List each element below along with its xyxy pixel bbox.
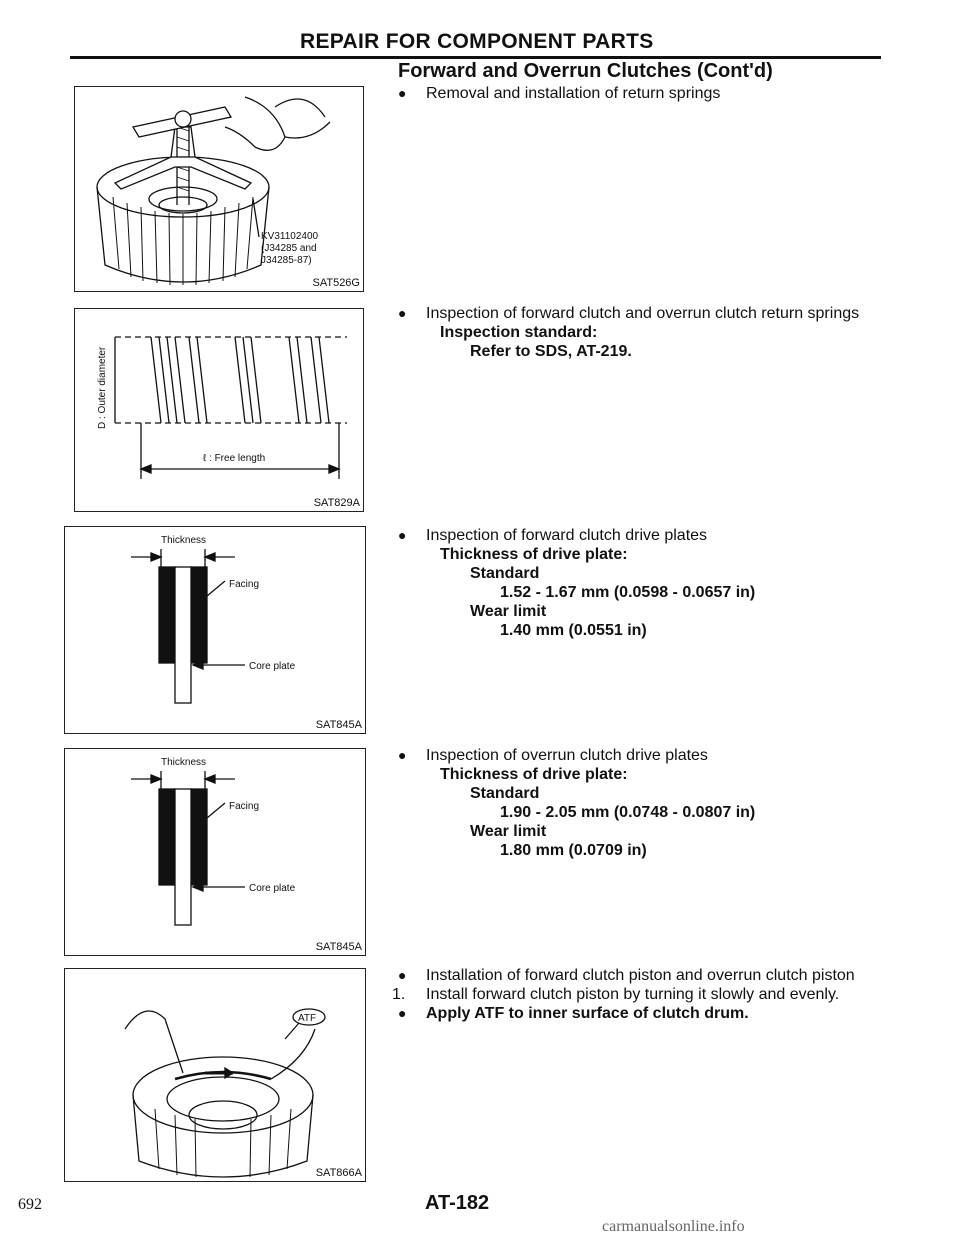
tool-number-line-1: KV31102400 (261, 231, 319, 242)
core-plate-label: Core plate (249, 661, 296, 672)
watermark: carmanualsonline.info (602, 1218, 745, 1235)
bullet-icon: ● (398, 85, 407, 101)
sds-reference: Refer to SDS, AT-219. (470, 343, 632, 360)
thickness-label: Thickness (161, 535, 207, 546)
inspection-standard-label: Inspection standard: (440, 324, 598, 341)
bullet-text: Removal and installation of return springs (426, 85, 721, 102)
spring-compressor-illustration (75, 87, 363, 291)
figure-return-spring (74, 308, 364, 512)
bullet-text: Inspection of overrun clutch drive plates (426, 747, 708, 764)
bullet-icon: ● (398, 527, 407, 543)
standard-value: 1.52 - 1.67 mm (0.0598 - 0.0657 in) (500, 584, 756, 601)
step-text: Install forward clutch piston by turning it slowly and evenly. (426, 986, 840, 1003)
drive-plate-thickness-label: Thickness of drive plate: (440, 766, 628, 783)
facing-label: Facing (229, 579, 260, 590)
standard-label: Standard (470, 565, 540, 582)
bullet-icon: ● (398, 305, 407, 321)
thickness-label: Thickness (161, 757, 207, 768)
bullet-text: Inspection of forward clutch and overrun clutch return springs (426, 305, 860, 322)
figure-code: SAT526G (312, 277, 360, 289)
tool-number-line-3: J34285-87) (261, 255, 312, 266)
return-spring-illustration (75, 309, 363, 511)
figure-spring-compressor (74, 86, 364, 292)
section-overrun-plate-inspection (392, 746, 912, 860)
free-length-label: ℓ : Free length (203, 453, 266, 464)
section-return-springs (392, 84, 912, 103)
figure-overrun-drive-plate (64, 748, 366, 956)
drive-plate-illustration (65, 749, 365, 955)
section-spring-inspection (392, 304, 912, 361)
bullet-text: Apply ATF to inner surface of clutch drum. (426, 1005, 749, 1022)
facing-label: Facing (229, 801, 260, 812)
wear-limit-value: 1.40 mm (0.0551 in) (500, 622, 647, 639)
figure-code: SAT829A (313, 497, 360, 509)
wear-limit-value: 1.80 mm (0.0709 in) (500, 842, 647, 859)
bullet-icon: ● (398, 967, 407, 983)
bullet-icon: ● (398, 1005, 407, 1021)
page-label: AT-182 (425, 1192, 490, 1214)
outer-diameter-label: D : Outer diameter (97, 346, 108, 429)
figure-piston-installation (64, 968, 366, 1182)
bullet-text: Installation of forward clutch piston and overrun clutch piston (426, 967, 855, 984)
standard-label: Standard (470, 785, 540, 802)
bullet-text: Inspection of forward clutch drive plates (426, 527, 708, 544)
drive-plate-thickness-label: Thickness of drive plate: (440, 546, 628, 563)
step-number: 1. (392, 986, 406, 1003)
figure-code: SAT845A (315, 719, 362, 731)
wear-limit-label: Wear limit (470, 603, 547, 620)
page-number: 692 (18, 1196, 42, 1213)
header-divider (70, 56, 881, 59)
figure-code: SAT845A (315, 941, 362, 953)
tool-number-line-2: (J34285 and (261, 243, 317, 254)
section-piston-installation (392, 966, 892, 1023)
bullet-icon: ● (398, 747, 407, 763)
core-plate-label: Core plate (249, 883, 296, 894)
figure-forward-drive-plate (64, 526, 366, 734)
section-title: Forward and Overrun Clutches (Cont'd) (398, 60, 773, 82)
wear-limit-label: Wear limit (470, 823, 547, 840)
figure-code: SAT866A (315, 1167, 362, 1179)
page-header-title: REPAIR FOR COMPONENT PARTS (300, 30, 654, 53)
drive-plate-illustration (65, 527, 365, 733)
atf-label: ATF (298, 1013, 317, 1024)
piston-installation-illustration (65, 969, 365, 1181)
section-forward-plate-inspection (392, 526, 912, 640)
standard-value: 1.90 - 2.05 mm (0.0748 - 0.0807 in) (500, 804, 756, 821)
